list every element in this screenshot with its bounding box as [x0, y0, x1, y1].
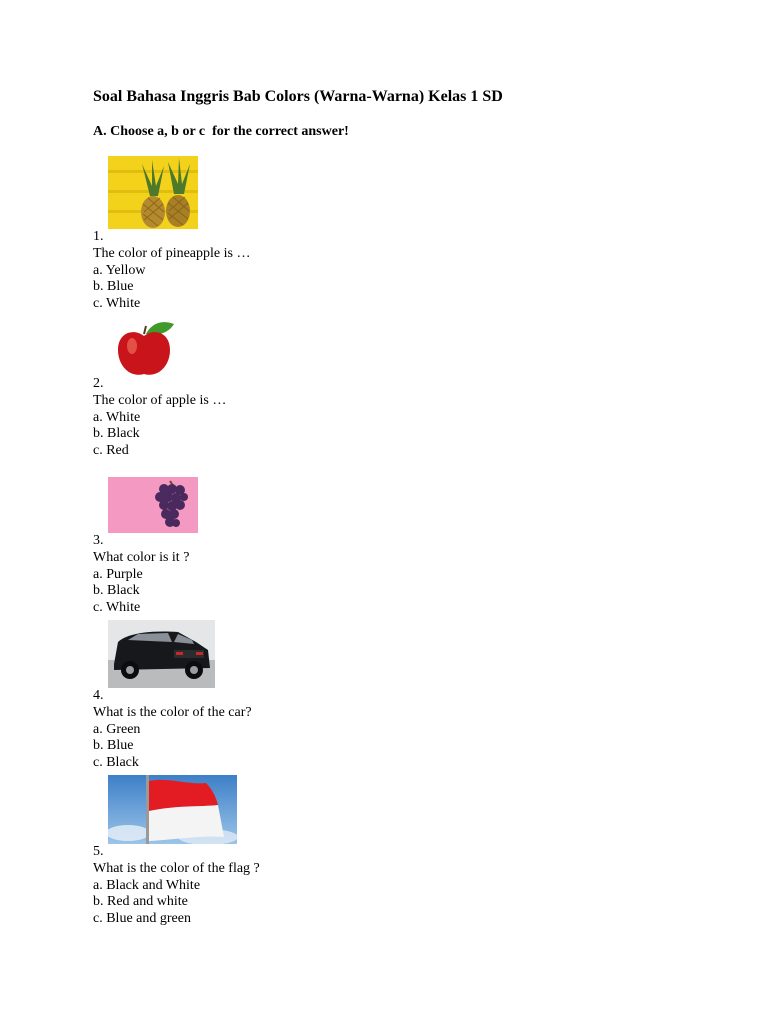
question-number: 5. — [93, 844, 104, 859]
option-a: a. Black and White — [93, 877, 201, 893]
question-number: 2. — [93, 376, 104, 391]
option-c: c. Black — [93, 755, 139, 771]
question-2 — [93, 320, 226, 460]
page-title: Soal Bahasa Inggris Bab Colors (Warna-Warna) Kelas 1 SD — [93, 88, 503, 105]
option-b: b. Red and white — [93, 894, 188, 910]
grapes-photo — [108, 477, 198, 533]
instruction: A. Choose a, b or c for the correct answer! — [93, 124, 349, 139]
option-a: a. Purple — [93, 566, 143, 582]
question-text: The color of pineapple is … — [93, 245, 251, 261]
option-b: b. Blue — [93, 279, 134, 295]
option-a: a. Yellow — [93, 262, 146, 278]
question-number: 3. — [93, 533, 104, 548]
option-c: c. White — [93, 600, 141, 616]
flag-photo — [108, 775, 237, 844]
pineapple-photo — [108, 156, 198, 229]
car-photo — [108, 620, 215, 688]
question-number: 4. — [93, 688, 104, 703]
option-b: b. Black — [93, 426, 140, 442]
option-c: c. White — [93, 296, 141, 312]
question-1 — [93, 156, 250, 313]
option-c: c. Red — [93, 443, 129, 459]
question-number: 1. — [93, 229, 104, 244]
question-text: What color is it ? — [93, 549, 190, 565]
question-text: What is the color of the car? — [93, 704, 252, 720]
question-5 — [93, 775, 260, 928]
option-a: a. White — [93, 409, 141, 425]
question-text: The color of apple is … — [93, 392, 227, 408]
option-b: b. Black — [93, 583, 140, 599]
option-b: b. Blue — [93, 738, 134, 754]
apple-photo — [108, 320, 178, 376]
question-4 — [93, 620, 252, 772]
question-text: What is the color of the flag ? — [93, 860, 260, 876]
option-a: a. Green — [93, 721, 141, 737]
question-3 — [93, 477, 198, 617]
option-c: c. Blue and green — [93, 911, 191, 927]
